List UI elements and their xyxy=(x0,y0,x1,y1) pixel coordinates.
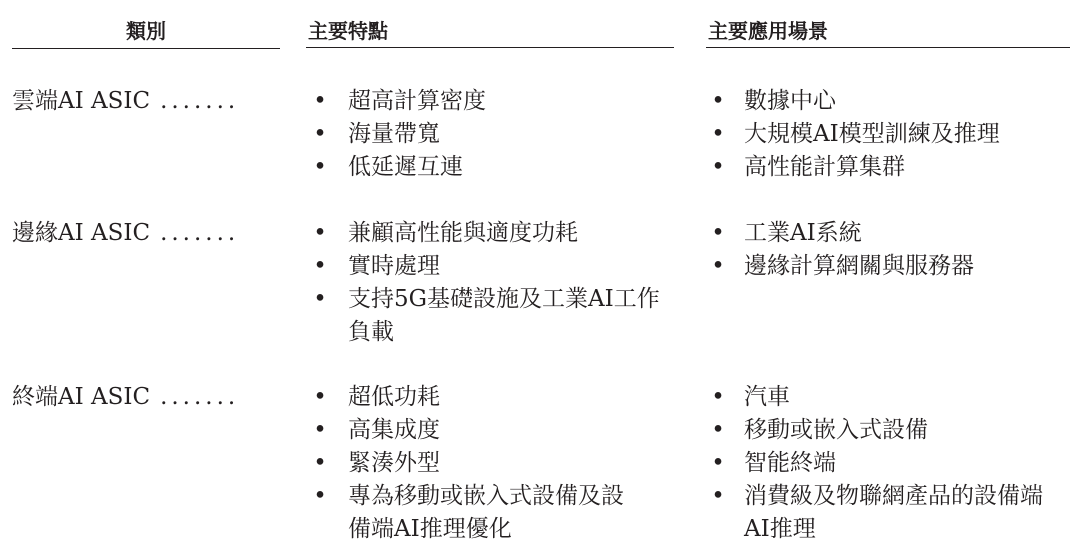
header-key-applications: 主要應用場景 xyxy=(706,14,1070,48)
applications-list xyxy=(706,381,1076,546)
application-item xyxy=(706,250,1076,283)
application-text: 智能終端 xyxy=(744,450,836,476)
bullet-icon: • xyxy=(313,88,327,114)
category-name: 終端AI ASIC xyxy=(12,384,151,410)
application-text: 邊緣計算網關與服務器 xyxy=(744,253,974,279)
bullet-icon: • xyxy=(711,253,725,279)
application-item xyxy=(706,414,1076,447)
bullet-icon: • xyxy=(313,384,327,410)
applications-list xyxy=(706,85,1076,184)
feature-text: 實時處理 xyxy=(348,253,440,279)
category-name: 雲端AI ASIC xyxy=(12,88,151,114)
bullet-icon: • xyxy=(711,154,725,180)
category-label xyxy=(12,217,239,250)
category-name: 邊緣AI ASIC xyxy=(12,220,151,246)
feature-item xyxy=(310,381,680,414)
feature-text: 兼顧高性能與適度功耗 xyxy=(348,220,578,246)
bullet-icon: • xyxy=(313,417,327,443)
feature-item xyxy=(310,118,680,151)
bullet-icon: • xyxy=(313,450,327,476)
bullet-icon: • xyxy=(711,121,725,147)
feature-item xyxy=(310,283,680,349)
header-category: 類別 xyxy=(12,14,280,49)
features-list xyxy=(310,381,680,546)
bullet-icon: • xyxy=(711,220,725,246)
feature-text: 支持5G基礎設施及工業AI工作負載 xyxy=(348,286,660,345)
feature-item xyxy=(310,85,680,118)
header-key-features: 主要特點 xyxy=(306,14,674,48)
application-text: 高性能計算集群 xyxy=(744,154,905,180)
bullet-icon: • xyxy=(711,417,725,443)
bullet-icon: • xyxy=(711,384,725,410)
application-item xyxy=(706,480,1076,546)
feature-text: 緊湊外型 xyxy=(348,450,440,476)
dot-leader: ....... xyxy=(160,384,240,410)
feature-text: 超低功耗 xyxy=(348,384,440,410)
dot-leader: ....... xyxy=(160,220,240,246)
application-item xyxy=(706,447,1076,480)
feature-text: 低延遲互連 xyxy=(348,154,463,180)
application-text: 工業AI系統 xyxy=(744,220,862,246)
feature-text: 專為移動或嵌入式設備及設備端AI推理優化 xyxy=(348,483,624,542)
application-item xyxy=(706,381,1076,414)
application-item xyxy=(706,118,1076,151)
feature-item xyxy=(310,217,680,250)
category-label xyxy=(12,381,239,414)
application-text: 數據中心 xyxy=(744,88,836,114)
bullet-icon: • xyxy=(313,154,327,180)
bullet-icon: • xyxy=(313,286,327,312)
category-label xyxy=(12,85,239,118)
application-item xyxy=(706,151,1076,184)
application-item xyxy=(706,85,1076,118)
dot-leader: ....... xyxy=(160,88,240,114)
features-list xyxy=(310,85,680,184)
bullet-icon: • xyxy=(711,450,725,476)
feature-item xyxy=(310,480,680,546)
application-text: 汽車 xyxy=(744,384,790,410)
feature-item xyxy=(310,414,680,447)
bullet-icon: • xyxy=(313,483,327,509)
feature-item xyxy=(310,447,680,480)
applications-list xyxy=(706,217,1076,283)
bullet-icon: • xyxy=(313,121,327,147)
feature-text: 超高計算密度 xyxy=(348,88,486,114)
application-text: 消費級及物聯網產品的設備端AI推理 xyxy=(744,483,1043,542)
feature-item xyxy=(310,250,680,283)
features-list xyxy=(310,217,680,349)
feature-item xyxy=(310,151,680,184)
feature-text: 海量帶寬 xyxy=(348,121,440,147)
bullet-icon: • xyxy=(711,483,725,509)
bullet-icon: • xyxy=(313,253,327,279)
bullet-icon: • xyxy=(313,220,327,246)
application-text: 移動或嵌入式設備 xyxy=(744,417,928,443)
bullet-icon: • xyxy=(711,88,725,114)
application-text: 大規模AI模型訓練及推理 xyxy=(744,121,1000,147)
feature-text: 高集成度 xyxy=(348,417,440,443)
application-item xyxy=(706,217,1076,250)
